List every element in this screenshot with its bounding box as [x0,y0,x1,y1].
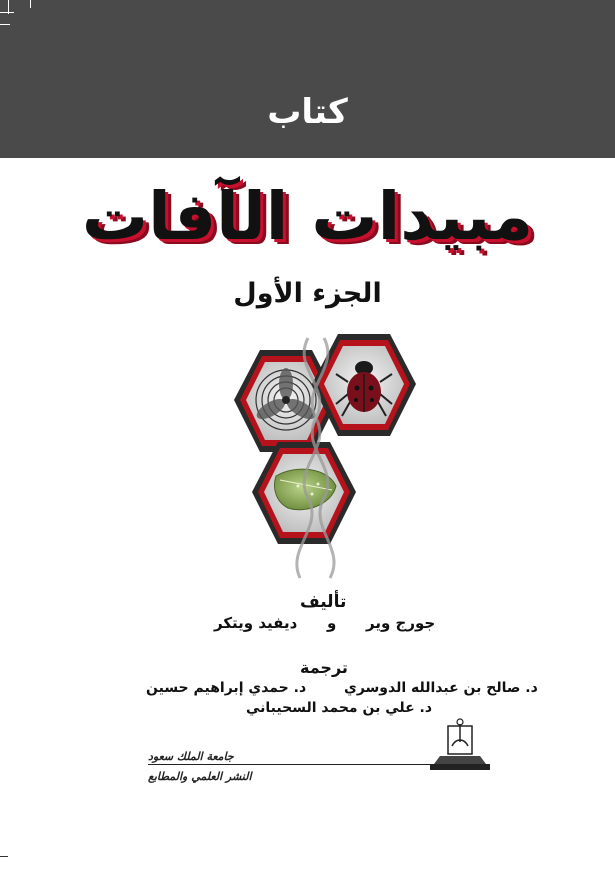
translator-name: د. علي بن محمد السحيباني [246,700,433,716]
author-name: جورج وير [366,614,436,632]
translator-name: د. حمدي إبراهيم حسين [146,680,307,696]
top-band [0,0,615,158]
crop-mark [30,0,31,8]
author-conjunction: و [327,614,337,632]
authored-by-label: تأليف [300,592,347,612]
translated-by-label: ترجمة [300,658,348,677]
crop-mark [0,24,10,25]
publisher-dept: النشر العلمي والمطابع [148,770,252,783]
hex-leaf [252,442,356,544]
book-title: مبيدات الآفات [81,178,534,255]
volume-label: الجزء الأول [233,278,382,309]
cover-emblem [190,328,460,598]
cover-kicker: كتاب [267,92,348,132]
publisher-name: جامعة الملك سعود [148,750,234,763]
translator-name: د. صالح بن عبدالله الدوسري [344,680,538,696]
crop-mark [0,12,14,13]
author-name: ديفيد ويتكر [214,614,298,632]
crop-mark [0,856,8,857]
university-seal-icon [426,716,494,776]
publisher-rule [148,764,448,765]
